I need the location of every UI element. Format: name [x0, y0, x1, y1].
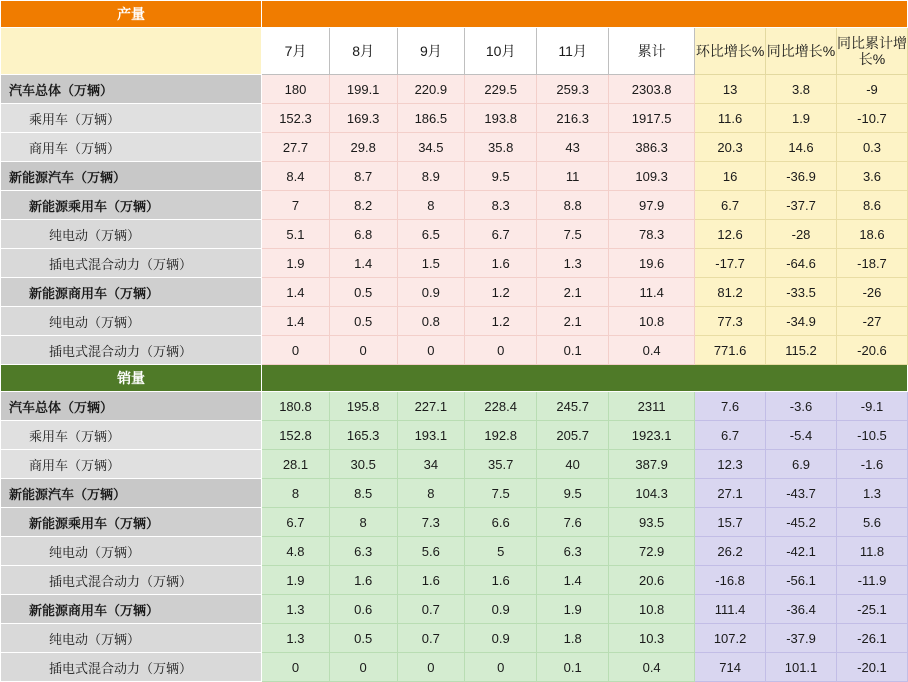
cell-month-4: 0	[465, 653, 537, 682]
cell-month-5: 43	[537, 133, 609, 162]
cell-mom: 7.6	[695, 392, 766, 421]
row-label: 插电式混合动力（万辆）	[1, 653, 262, 682]
row-label: 汽车总体（万辆）	[1, 75, 262, 104]
cell-month-2: 0.6	[329, 595, 397, 624]
row-label: 新能源汽车（万辆）	[1, 162, 262, 191]
cell-mom: 11.6	[695, 104, 766, 133]
cell-month-5: 0.1	[537, 336, 609, 365]
cell-month-4: 0.9	[465, 595, 537, 624]
cell-month-1: 27.7	[262, 133, 330, 162]
cell-month-5: 205.7	[537, 421, 609, 450]
cell-yoy-cumulative: -26	[836, 278, 907, 307]
cell-mom: 13	[695, 75, 766, 104]
cell-yoy-cumulative: -1.6	[836, 450, 907, 479]
row-label: 纯电动（万辆）	[1, 624, 262, 653]
cell-month-3: 0	[397, 653, 465, 682]
cell-cumulative: 11.4	[609, 278, 695, 307]
cell-month-3: 8	[397, 191, 465, 220]
cell-month-1: 0	[262, 336, 330, 365]
cell-mom: 12.6	[695, 220, 766, 249]
table-row	[1, 220, 908, 249]
cell-month-3: 0.7	[397, 595, 465, 624]
cell-month-5: 8.8	[537, 191, 609, 220]
table-row	[1, 624, 908, 653]
cell-yoy: 14.6	[766, 133, 837, 162]
row-label: 新能源乘用车（万辆）	[1, 191, 262, 220]
cell-month-1: 152.3	[262, 104, 330, 133]
cell-month-4: 5	[465, 537, 537, 566]
cell-yoy: 1.9	[766, 104, 837, 133]
row-label: 商用车（万辆）	[1, 133, 262, 162]
cell-mom: 16	[695, 162, 766, 191]
cell-mom: 714	[695, 653, 766, 682]
cell-mom: 81.2	[695, 278, 766, 307]
cell-month-2: 8.2	[329, 191, 397, 220]
cell-month-5: 0.1	[537, 653, 609, 682]
cell-month-1: 7	[262, 191, 330, 220]
cell-month-5: 259.3	[537, 75, 609, 104]
cell-yoy: -43.7	[766, 479, 837, 508]
cell-cumulative: 78.3	[609, 220, 695, 249]
cell-yoy: -36.9	[766, 162, 837, 191]
section-header-fill	[262, 365, 908, 392]
cell-yoy: -36.4	[766, 595, 837, 624]
cell-month-1: 180	[262, 75, 330, 104]
cell-month-3: 6.5	[397, 220, 465, 249]
cell-month-1: 1.9	[262, 566, 330, 595]
cell-month-4: 6.7	[465, 220, 537, 249]
cell-month-2: 195.8	[329, 392, 397, 421]
cell-month-1: 28.1	[262, 450, 330, 479]
row-label: 插电式混合动力（万辆）	[1, 566, 262, 595]
cell-month-5: 1.9	[537, 595, 609, 624]
section-header-sales	[1, 365, 908, 392]
section-header-production	[1, 1, 908, 28]
cell-month-5: 40	[537, 450, 609, 479]
cell-month-1: 0	[262, 653, 330, 682]
row-label: 乘用车（万辆）	[1, 104, 262, 133]
cell-yoy: 101.1	[766, 653, 837, 682]
cell-month-5: 7.6	[537, 508, 609, 537]
cell-month-5: 216.3	[537, 104, 609, 133]
cell-yoy-cumulative: -10.5	[836, 421, 907, 450]
cell-month-4: 1.6	[465, 566, 537, 595]
table-row	[1, 392, 908, 421]
column-header-mom: 环比增长%	[695, 28, 766, 75]
cell-cumulative: 10.3	[609, 624, 695, 653]
cell-month-2: 0	[329, 653, 397, 682]
cell-month-1: 1.4	[262, 307, 330, 336]
column-header-row	[1, 28, 908, 75]
cell-cumulative: 97.9	[609, 191, 695, 220]
cell-mom: 771.6	[695, 336, 766, 365]
cell-month-2: 0.5	[329, 278, 397, 307]
cell-mom: -17.7	[695, 249, 766, 278]
cell-yoy-cumulative: 3.6	[836, 162, 907, 191]
cell-yoy: -3.6	[766, 392, 837, 421]
cell-yoy: -42.1	[766, 537, 837, 566]
table-row	[1, 104, 908, 133]
cell-mom: 27.1	[695, 479, 766, 508]
cell-month-3: 0.8	[397, 307, 465, 336]
cell-yoy: -28	[766, 220, 837, 249]
cell-yoy-cumulative: -9.1	[836, 392, 907, 421]
row-label: 新能源商用车（万辆）	[1, 595, 262, 624]
cell-yoy-cumulative: -20.6	[836, 336, 907, 365]
table-row	[1, 336, 908, 365]
cell-month-4: 8.3	[465, 191, 537, 220]
table-row	[1, 450, 908, 479]
row-label: 纯电动（万辆）	[1, 537, 262, 566]
cell-cumulative: 1923.1	[609, 421, 695, 450]
cell-month-1: 4.8	[262, 537, 330, 566]
cell-yoy-cumulative: -18.7	[836, 249, 907, 278]
cell-month-4: 192.8	[465, 421, 537, 450]
cell-month-1: 1.9	[262, 249, 330, 278]
cell-month-2: 29.8	[329, 133, 397, 162]
cell-month-2: 8.5	[329, 479, 397, 508]
cell-yoy-cumulative: 8.6	[836, 191, 907, 220]
cell-cumulative: 387.9	[609, 450, 695, 479]
cell-month-4: 6.6	[465, 508, 537, 537]
cell-mom: 107.2	[695, 624, 766, 653]
column-header-month-2: 8月	[329, 28, 397, 75]
row-label: 汽车总体（万辆）	[1, 392, 262, 421]
cell-month-4: 193.8	[465, 104, 537, 133]
cell-month-4: 0.9	[465, 624, 537, 653]
cell-month-3: 8	[397, 479, 465, 508]
table-row	[1, 653, 908, 682]
cell-cumulative: 104.3	[609, 479, 695, 508]
cell-month-4: 1.2	[465, 278, 537, 307]
table-row	[1, 249, 908, 278]
cell-month-3: 34.5	[397, 133, 465, 162]
cell-month-2: 0.5	[329, 307, 397, 336]
row-label: 乘用车（万辆）	[1, 421, 262, 450]
cell-yoy-cumulative: -25.1	[836, 595, 907, 624]
cell-yoy: -37.9	[766, 624, 837, 653]
cell-month-4: 1.6	[465, 249, 537, 278]
cell-month-4: 229.5	[465, 75, 537, 104]
cell-cumulative: 2303.8	[609, 75, 695, 104]
cell-month-2: 165.3	[329, 421, 397, 450]
section-header-fill	[262, 1, 908, 28]
cell-month-5: 1.4	[537, 566, 609, 595]
table-row	[1, 566, 908, 595]
cell-mom: 111.4	[695, 595, 766, 624]
row-label: 插电式混合动力（万辆）	[1, 249, 262, 278]
cell-yoy-cumulative: 5.6	[836, 508, 907, 537]
cell-month-1: 1.3	[262, 595, 330, 624]
cell-mom: 15.7	[695, 508, 766, 537]
cell-month-2: 6.8	[329, 220, 397, 249]
cell-cumulative: 109.3	[609, 162, 695, 191]
cell-month-5: 1.3	[537, 249, 609, 278]
cell-yoy: 6.9	[766, 450, 837, 479]
cell-yoy: -34.9	[766, 307, 837, 336]
cell-month-2: 8	[329, 508, 397, 537]
cell-cumulative: 0.4	[609, 653, 695, 682]
cell-month-2: 199.1	[329, 75, 397, 104]
cell-month-4: 7.5	[465, 479, 537, 508]
cell-yoy: 115.2	[766, 336, 837, 365]
table-row	[1, 75, 908, 104]
cell-month-1: 6.7	[262, 508, 330, 537]
cell-month-3: 1.6	[397, 566, 465, 595]
cell-cumulative: 1917.5	[609, 104, 695, 133]
cell-month-4: 9.5	[465, 162, 537, 191]
cell-yoy-cumulative: -27	[836, 307, 907, 336]
table-row	[1, 162, 908, 191]
cell-cumulative: 10.8	[609, 595, 695, 624]
cell-yoy: -64.6	[766, 249, 837, 278]
cell-yoy-cumulative: 1.3	[836, 479, 907, 508]
table-row	[1, 191, 908, 220]
cell-month-4: 228.4	[465, 392, 537, 421]
cell-month-2: 1.4	[329, 249, 397, 278]
cell-month-1: 8	[262, 479, 330, 508]
cell-mom: 12.3	[695, 450, 766, 479]
cell-yoy-cumulative: 0.3	[836, 133, 907, 162]
cell-month-2: 169.3	[329, 104, 397, 133]
cell-cumulative: 72.9	[609, 537, 695, 566]
cell-month-1: 8.4	[262, 162, 330, 191]
row-label: 商用车（万辆）	[1, 450, 262, 479]
table-row	[1, 479, 908, 508]
cell-mom: 6.7	[695, 191, 766, 220]
cell-mom: 77.3	[695, 307, 766, 336]
row-label: 纯电动（万辆）	[1, 307, 262, 336]
cell-month-3: 8.9	[397, 162, 465, 191]
column-header-yoy: 同比增长%	[766, 28, 837, 75]
cell-cumulative: 386.3	[609, 133, 695, 162]
cell-month-2: 8.7	[329, 162, 397, 191]
row-label: 新能源商用车（万辆）	[1, 278, 262, 307]
cell-month-3: 34	[397, 450, 465, 479]
row-label: 新能源汽车（万辆）	[1, 479, 262, 508]
cell-month-3: 227.1	[397, 392, 465, 421]
table-row	[1, 278, 908, 307]
section-title-production: 产量	[1, 1, 262, 28]
cell-yoy-cumulative: 18.6	[836, 220, 907, 249]
cell-cumulative: 10.8	[609, 307, 695, 336]
cell-yoy: -33.5	[766, 278, 837, 307]
cell-yoy-cumulative: -10.7	[836, 104, 907, 133]
table-row	[1, 133, 908, 162]
section-title-sales: 销量	[1, 365, 262, 392]
column-header-label	[1, 28, 262, 75]
cell-month-5: 245.7	[537, 392, 609, 421]
cell-yoy-cumulative: 11.8	[836, 537, 907, 566]
cell-yoy: 3.8	[766, 75, 837, 104]
cell-mom: 6.7	[695, 421, 766, 450]
cell-month-2: 1.6	[329, 566, 397, 595]
column-header-month-1: 7月	[262, 28, 330, 75]
cell-month-4: 35.8	[465, 133, 537, 162]
column-header-month-3: 9月	[397, 28, 465, 75]
cell-yoy-cumulative: -9	[836, 75, 907, 104]
column-header-month-5: 11月	[537, 28, 609, 75]
cell-month-2: 6.3	[329, 537, 397, 566]
cell-month-5: 6.3	[537, 537, 609, 566]
cell-month-2: 0	[329, 336, 397, 365]
cell-month-3: 1.5	[397, 249, 465, 278]
cell-month-3: 193.1	[397, 421, 465, 450]
cell-month-3: 0.9	[397, 278, 465, 307]
cell-month-4: 1.2	[465, 307, 537, 336]
cell-mom: -16.8	[695, 566, 766, 595]
column-header-cumulative: 累计	[609, 28, 695, 75]
cell-month-5: 9.5	[537, 479, 609, 508]
row-label: 纯电动（万辆）	[1, 220, 262, 249]
cell-month-2: 0.5	[329, 624, 397, 653]
cell-mom: 26.2	[695, 537, 766, 566]
cell-month-2: 30.5	[329, 450, 397, 479]
table-row	[1, 307, 908, 336]
cell-month-3: 7.3	[397, 508, 465, 537]
cell-cumulative: 2311	[609, 392, 695, 421]
cell-month-1: 152.8	[262, 421, 330, 450]
cell-mom: 20.3	[695, 133, 766, 162]
row-label: 插电式混合动力（万辆）	[1, 336, 262, 365]
cell-cumulative: 93.5	[609, 508, 695, 537]
cell-month-1: 5.1	[262, 220, 330, 249]
cell-cumulative: 19.6	[609, 249, 695, 278]
column-header-month-4: 10月	[465, 28, 537, 75]
cell-yoy: -5.4	[766, 421, 837, 450]
row-label: 新能源乘用车（万辆）	[1, 508, 262, 537]
cell-month-1: 180.8	[262, 392, 330, 421]
cell-month-5: 11	[537, 162, 609, 191]
cell-yoy: -45.2	[766, 508, 837, 537]
cell-month-3: 0	[397, 336, 465, 365]
table-row	[1, 508, 908, 537]
table-row	[1, 421, 908, 450]
table-row	[1, 595, 908, 624]
table-row	[1, 537, 908, 566]
cell-month-5: 7.5	[537, 220, 609, 249]
cell-month-4: 35.7	[465, 450, 537, 479]
cell-month-3: 186.5	[397, 104, 465, 133]
cell-cumulative: 20.6	[609, 566, 695, 595]
cell-yoy-cumulative: -26.1	[836, 624, 907, 653]
cell-month-3: 0.7	[397, 624, 465, 653]
cell-month-5: 1.8	[537, 624, 609, 653]
cell-cumulative: 0.4	[609, 336, 695, 365]
cell-month-5: 2.1	[537, 278, 609, 307]
cell-month-3: 5.6	[397, 537, 465, 566]
cell-month-3: 220.9	[397, 75, 465, 104]
cell-yoy: -37.7	[766, 191, 837, 220]
cell-month-1: 1.3	[262, 624, 330, 653]
cell-yoy-cumulative: -20.1	[836, 653, 907, 682]
column-header-yoy-cumulative: 同比累计增长%	[836, 28, 907, 75]
cell-yoy-cumulative: -11.9	[836, 566, 907, 595]
cell-yoy: -56.1	[766, 566, 837, 595]
cell-month-1: 1.4	[262, 278, 330, 307]
cell-month-5: 2.1	[537, 307, 609, 336]
cell-month-4: 0	[465, 336, 537, 365]
